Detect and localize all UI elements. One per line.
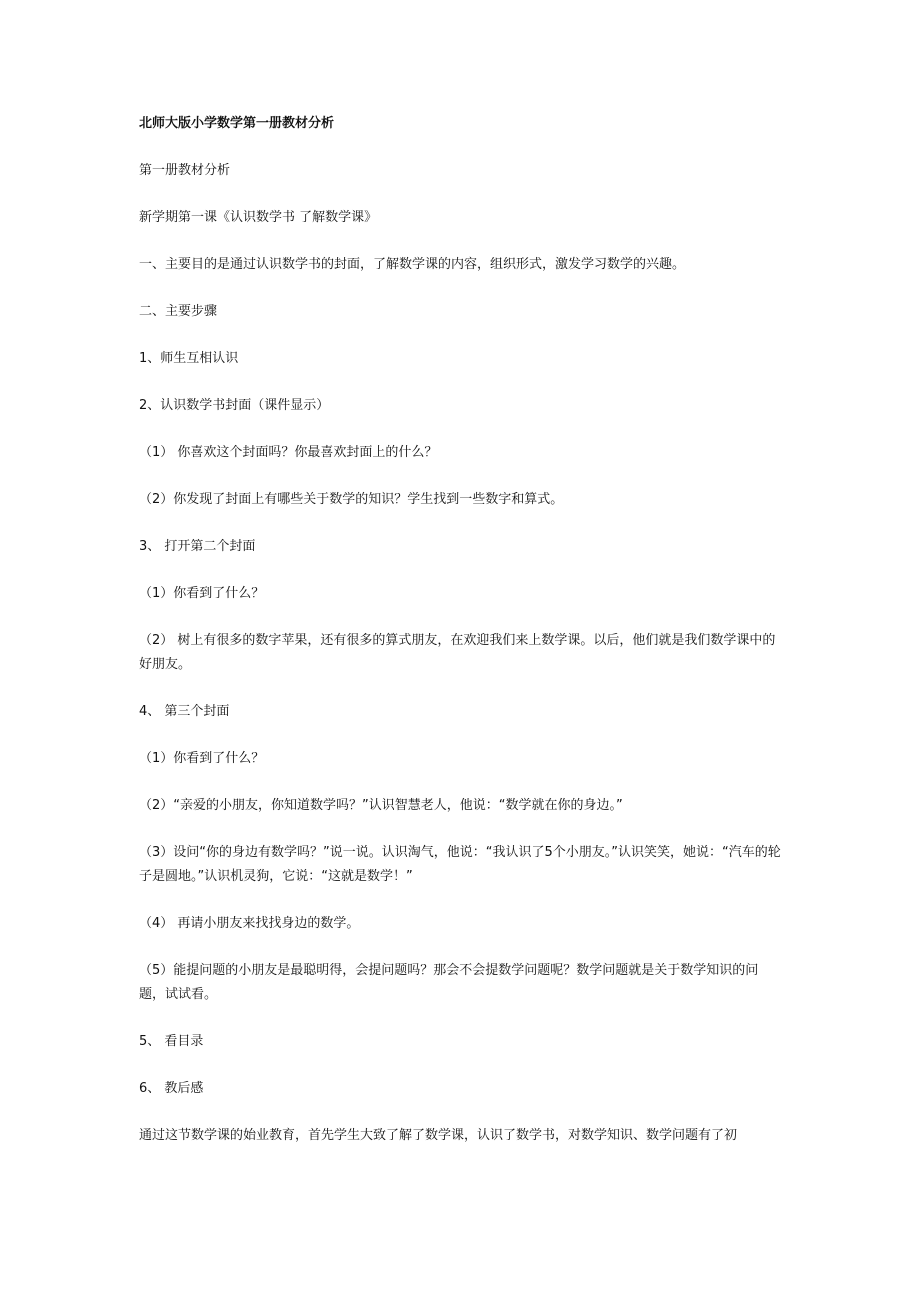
paragraph: 3、 打开第二个封面 — [139, 539, 256, 554]
paragraph: （2）“亲爱的小朋友，你知道数学吗？”认识智慧老人，他说：“数学就在你的身边。” — [139, 798, 623, 813]
paragraph: 第一册教材分析 — [139, 163, 231, 178]
paragraph: 一、主要目的是通过认识数学书的封面，了解数学课的内容，组织形式，激发学习数学的兴趣。 — [139, 257, 686, 272]
paragraph: 2、认识数学书封面（课件显示） — [139, 398, 330, 413]
paragraph: （1）你看到了什么？ — [139, 751, 265, 766]
document-title: 北师大版小学数学第一册教材分析 — [139, 116, 335, 131]
paragraph: 4、 第三个封面 — [139, 704, 230, 719]
paragraph: （5）能提问题的小朋友是最聪明得，会提问题吗？那会不会提数学问题呢？数学问题就是关于数学知识的问题，试试看。 — [139, 963, 759, 1002]
paragraph: （2） 树上有很多的数字苹果，还有很多的算式朋友，在欢迎我们来上数学课。以后，他们就是我们数学课中的好朋友。 — [139, 633, 776, 672]
document-body — [139, 112, 784, 1148]
paragraph: （3）设问“你的身边有数学吗？”说一说。认识淘气，他说：“我认识了5个小朋友。”认识笑笑，她说：“汽车的轮子是圆地。”认识机灵狗，它说：“这就是数学！” — [139, 845, 781, 884]
paragraph: （1） 你喜欢这个封面吗？你最喜欢封面上的什么？ — [139, 445, 438, 460]
paragraph: 二、主要步骤 — [139, 304, 218, 319]
paragraph: （1）你看到了什么？ — [139, 586, 265, 601]
paragraph: （2）你发现了封面上有哪些关于数学的知识？学生找到一些数字和算式。 — [139, 492, 564, 507]
paragraph: 新学期第一课《认识数学书 了解数学课》 — [139, 210, 378, 225]
paragraph: 5、 看目录 — [139, 1034, 204, 1049]
paragraph: 6、 教后感 — [139, 1081, 204, 1096]
paragraph: （4） 再请小朋友来找找身边的数学。 — [139, 916, 360, 931]
paragraph: 通过这节数学课的始业教育，首先学生大致了解了数学课，认识了数学书，对数学知识、数学问题有了初 — [139, 1128, 738, 1143]
paragraph: 1、师生互相认识 — [139, 351, 239, 366]
